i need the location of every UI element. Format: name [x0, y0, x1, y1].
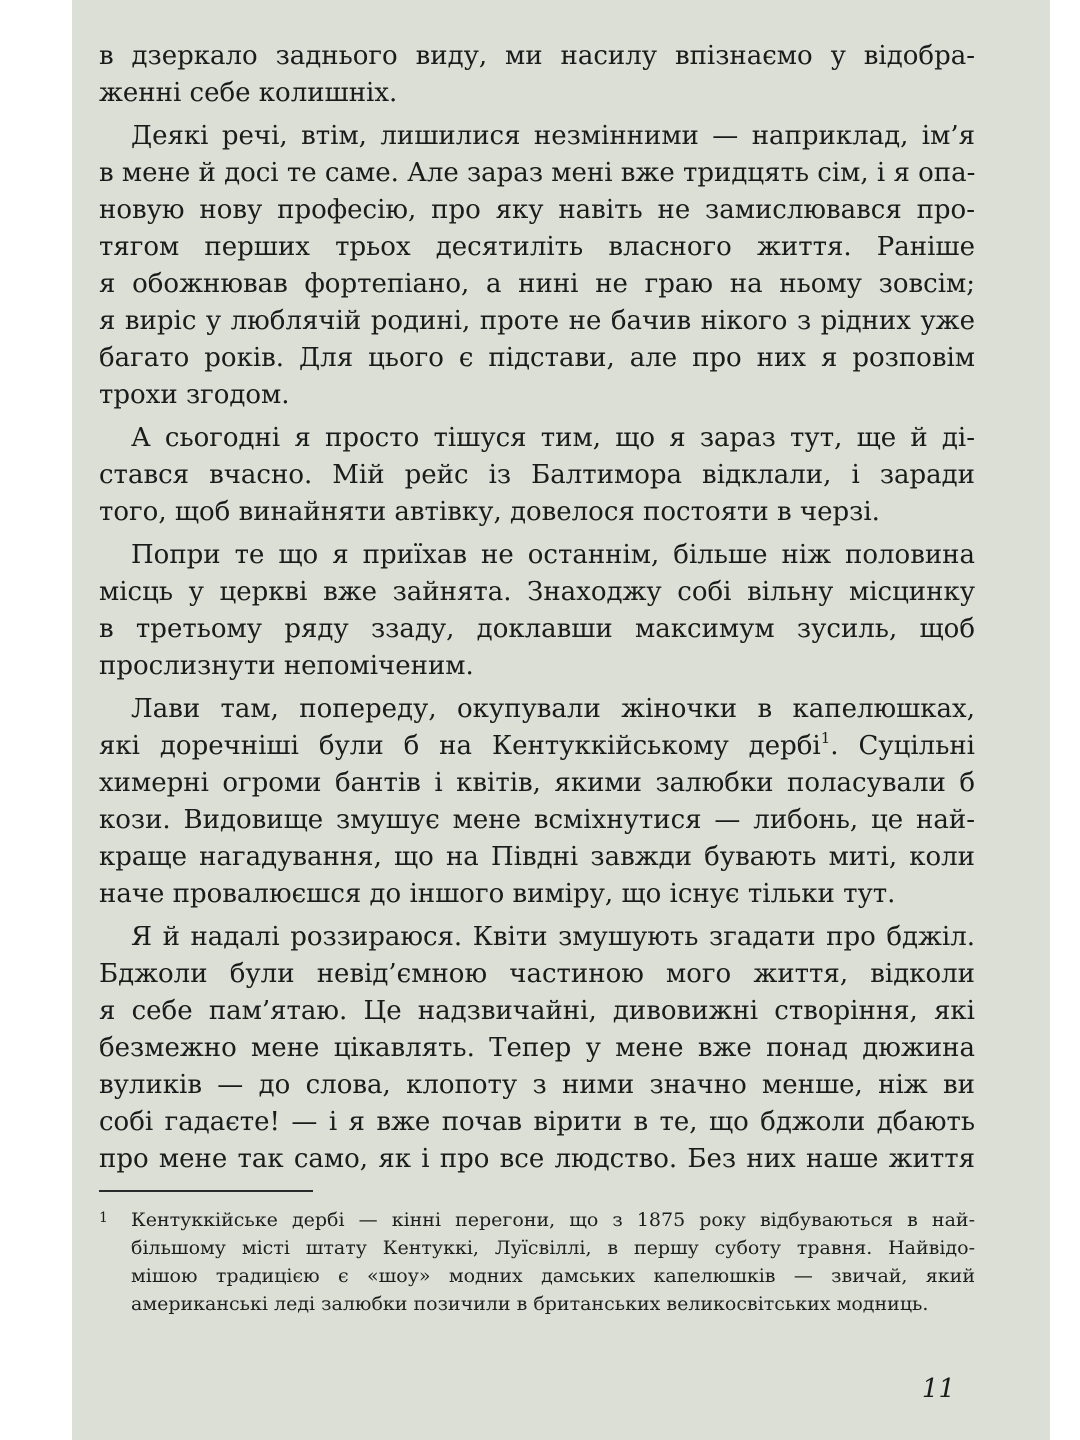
- text-line: безмежно мене цікавлять. Тепер у мене вже понад дюжина: [99, 1033, 975, 1063]
- text-line: наче провалюєшся до іншого виміру, що існує тільки тут.: [99, 879, 896, 909]
- text-line: в мене й досі те саме. Але зараз мені вже тридцять сім, і я опа-: [99, 158, 975, 188]
- text-line: багато років. Для цього є підстави, але про них я розповім: [99, 343, 975, 373]
- text-segment: які доречніші були б на Кентуккійському дербі: [99, 731, 821, 761]
- text-line: женні себе колишніх.: [99, 78, 398, 108]
- text-line: А сьогодні я просто тішуся тим, що я зараз тут, ще й ді-: [131, 423, 975, 453]
- footnote-mark: 1: [99, 1210, 108, 1226]
- text-line: того, щоб винайняти автівку, довелося постояти в черзі.: [99, 497, 880, 527]
- text-line: химерні огроми бантів і квітів, якими залюбки поласували б: [99, 768, 975, 798]
- text-line: собі гадаєте! — і я вже почав вірити в те, що бджоли дбають: [99, 1107, 975, 1137]
- book-page: [72, 0, 1050, 1440]
- text-line: Я й надалі роззираюся. Квіти змушують згадати про бджіл.: [131, 922, 975, 952]
- body-text: [99, 38, 975, 1178]
- text-line: тягом перших трьох десятиліть власного життя. Раніше: [99, 232, 975, 262]
- text-line: в дзеркало заднього виду, ми насилу впізнаємо у відобра-: [99, 41, 975, 71]
- text-line: Бджоли були невід’ємною частиною мого життя, відколи: [99, 959, 975, 989]
- text-line-with-footnote: [99, 728, 975, 765]
- text-line: про мене так само, як і про все людство. Без них наше життя: [99, 1144, 975, 1174]
- text-segment: . Суцільні: [830, 731, 975, 761]
- footnote-divider: [99, 1190, 313, 1192]
- text-line: трохи згодом.: [99, 380, 290, 410]
- text-line: Лави там, попереду, окупували жіночки в капелюшках,: [131, 694, 975, 724]
- page-number: 11: [921, 1374, 955, 1404]
- text-line: кози. Видовище змушує мене всміхнутися — либонь, це най-: [99, 805, 975, 835]
- footnote-line: американські леді залюбки позичили в британських великосвітських модниць.: [131, 1293, 929, 1315]
- text-line: вуликів — до слова, клопоту з ними значно менше, ніж ви: [99, 1070, 975, 1100]
- footnote-reference[interactable]: 1: [820, 729, 831, 747]
- text-line: стався вчасно. Мій рейс із Балтимора відклали, і заради: [99, 460, 975, 490]
- text-line: в третьому ряду ззаду, доклавши максимум зусиль, щоб: [99, 614, 975, 644]
- text-line: Попри те що я приїхав не останнім, більше ніж половина: [131, 540, 975, 570]
- footnote: [99, 1206, 975, 1318]
- text-line: я себе пам’ятаю. Це надзвичайні, дивовижні створіння, які: [99, 996, 975, 1026]
- text-line: я виріс у люблячій родині, проте не бачив нікого з рідних уже: [99, 306, 975, 336]
- footnote-line: мішою традицією є «шоу» модних дамських капелюшків — звичай, який: [131, 1265, 975, 1287]
- text-line: місць у церкві вже зайнята. Знаходжу собі вільну місцинку: [99, 577, 975, 607]
- text-line: Деякі речі, втім, лишилися незмінними — наприклад, ім’я: [131, 121, 975, 151]
- footnote-text: [99, 1206, 975, 1318]
- text-line: новую нову професію, про яку навіть не замислювався про-: [99, 195, 975, 225]
- footnote-line: більшому місті штату Кентуккі, Луїсвіллі, в першу суботу травня. Найвідо-: [131, 1237, 975, 1259]
- footnote-line: Кентуккійське дербі — кінні перегони, що з 1875 року відбуваються в най-: [131, 1209, 975, 1231]
- text-line: прослизнути непоміченим.: [99, 651, 474, 681]
- text-line: я обожнював фортепіано, а нині не граю на ньому зовсім;: [99, 269, 975, 299]
- text-line: краще нагадування, що на Півдні завжди бувають миті, коли: [99, 842, 975, 872]
